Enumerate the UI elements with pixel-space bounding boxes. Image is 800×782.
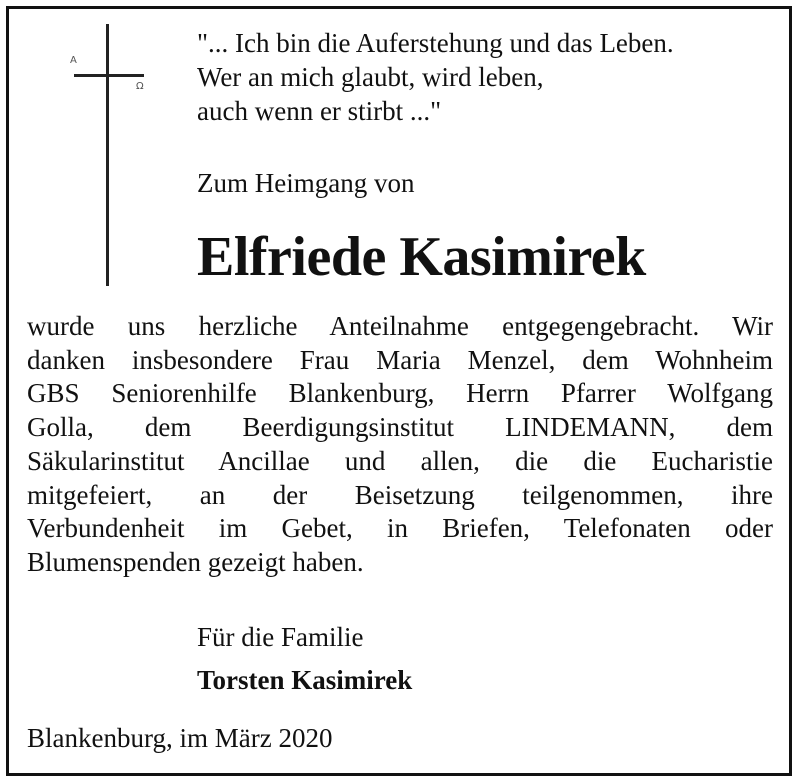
paragraph-line: Säkularinstitut Ancillae und allen, die die Eucharistie [27,445,773,476]
cross-vertical-beam [106,24,109,286]
deceased-name: Elfriede Kasimirek [197,226,646,288]
place-date: Blankenburg, im März 2020 [27,723,333,753]
family-label: Für die Familie [197,622,364,652]
paragraph-line: mitgefeiert, an der Beisetzung teilgenommen, ihre [27,479,773,510]
bible-quote [197,26,674,128]
omega-symbol: Ω [136,81,144,92]
quote-line: "... Ich bin die Auferstehung und das Leben. [197,28,674,58]
signer-name: Torsten Kasimirek [197,665,413,695]
thanks-paragraph [27,310,773,580]
alpha-symbol: A [70,55,77,66]
heimgang-label: Zum Heimgang von [197,168,415,198]
paragraph-line: Verbundenheit im Gebet, in Briefen, Telefonaten oder [27,513,773,544]
quote-line: auch wenn er stirbt ..." [197,96,442,126]
paragraph-line: Golla, dem Beerdigungsinstitut LINDEMANN, dem [27,412,773,443]
paragraph-line: wurde uns herzliche Anteilnahme entgegengebracht. Wir [27,311,773,341]
quote-line: Wer an mich glaubt, wird leben, [197,62,544,92]
paragraph-line: danken insbesondere Frau Maria Menzel, dem Wohnheim [27,344,773,375]
cross-icon [60,24,160,294]
paragraph-line: Blumenspenden gezeigt haben. [27,546,364,577]
cross-horizontal-beam [74,74,144,77]
paragraph-line: GBS Seniorenhilfe Blankenburg, Herrn Pfarrer Wolfgang [27,378,773,409]
